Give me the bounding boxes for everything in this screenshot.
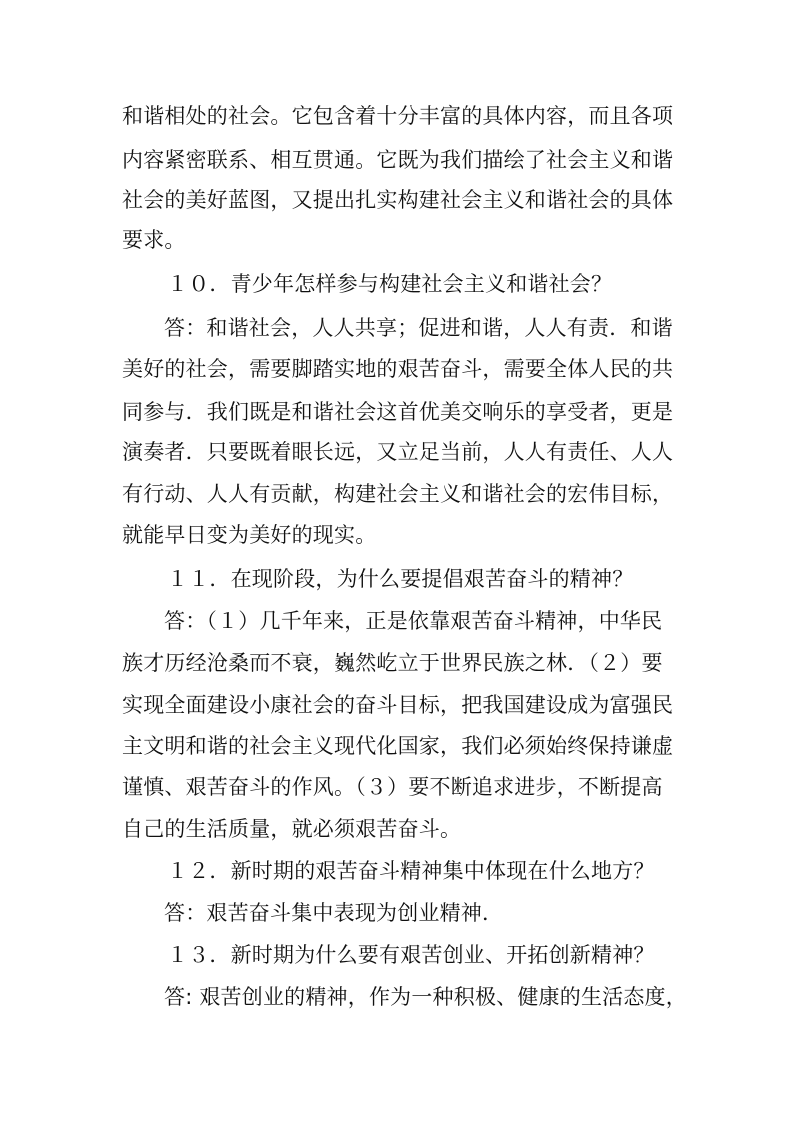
- text-line: 美好的社会，需要脚踏实地的艰苦奋斗，需要全体人民的共: [122, 357, 674, 381]
- question-heading: １３．新时期为什么要有艰苦创业、开拓创新精神？: [167, 943, 655, 967]
- text-line: 谨慎、艰苦奋斗的作风。（３）要不断追求进步，不断提高: [122, 775, 663, 799]
- text-line: 实现全面建设小康社会的奋斗目标，把我国建设成为富强民: [122, 693, 674, 717]
- question-heading: １０．青少年怎样参与构建社会主义和谐社会？: [167, 272, 613, 296]
- answer-line: 答：艰苦奋斗集中表现为创业精神．: [164, 901, 504, 925]
- text-line: 要求。: [122, 228, 186, 252]
- text-line: 和谐相处的社会。它包含着十分丰富的具体内容，而且各项: [122, 104, 674, 128]
- text-line: 族才历经沧桑而不衰，巍然屹立于世界民族之林．（２）要: [122, 651, 663, 675]
- answer-line: 答: 艰苦创业的精神，作为一种积极、健康的生活态度，: [164, 985, 687, 1009]
- answer-line: 答：（１）几千年来，正是依靠艰苦奋斗精神，中华民: [164, 609, 663, 633]
- answer-line: 答：和谐社会，人人共享；促进和谐，人人有责．和谐: [164, 316, 673, 340]
- text-line: 自己的生活质量，就必须艰苦奋斗。: [122, 817, 462, 841]
- text-line: 有行动、人人有贡献，构建社会主义和谐社会的宏伟目标，: [122, 482, 674, 506]
- question-heading: １１．在现阶段，为什么要提倡艰苦奋斗的精神？: [167, 567, 634, 591]
- text-line: 演奏者．只要既着眼长远，又立足当前，人人有责任、人人: [122, 440, 674, 464]
- text-line: 内容紧密联系、相互贯通。它既为我们描绘了社会主义和谐: [122, 148, 674, 172]
- text-line: 主文明和谐的社会主义现代化国家，我们必须始终保持谦虚: [122, 734, 674, 758]
- text-line: 就能早日变为美好的现实。: [122, 523, 377, 547]
- text-line: 同参与．我们既是和谐社会这首优美交响乐的享受者，更是: [122, 400, 674, 424]
- question-heading: １２．新时期的艰苦奋斗精神集中体现在什么地方？: [167, 859, 655, 883]
- text-line: 社会的美好蓝图，又提出扎实构建社会主义和谐社会的具体: [122, 188, 674, 212]
